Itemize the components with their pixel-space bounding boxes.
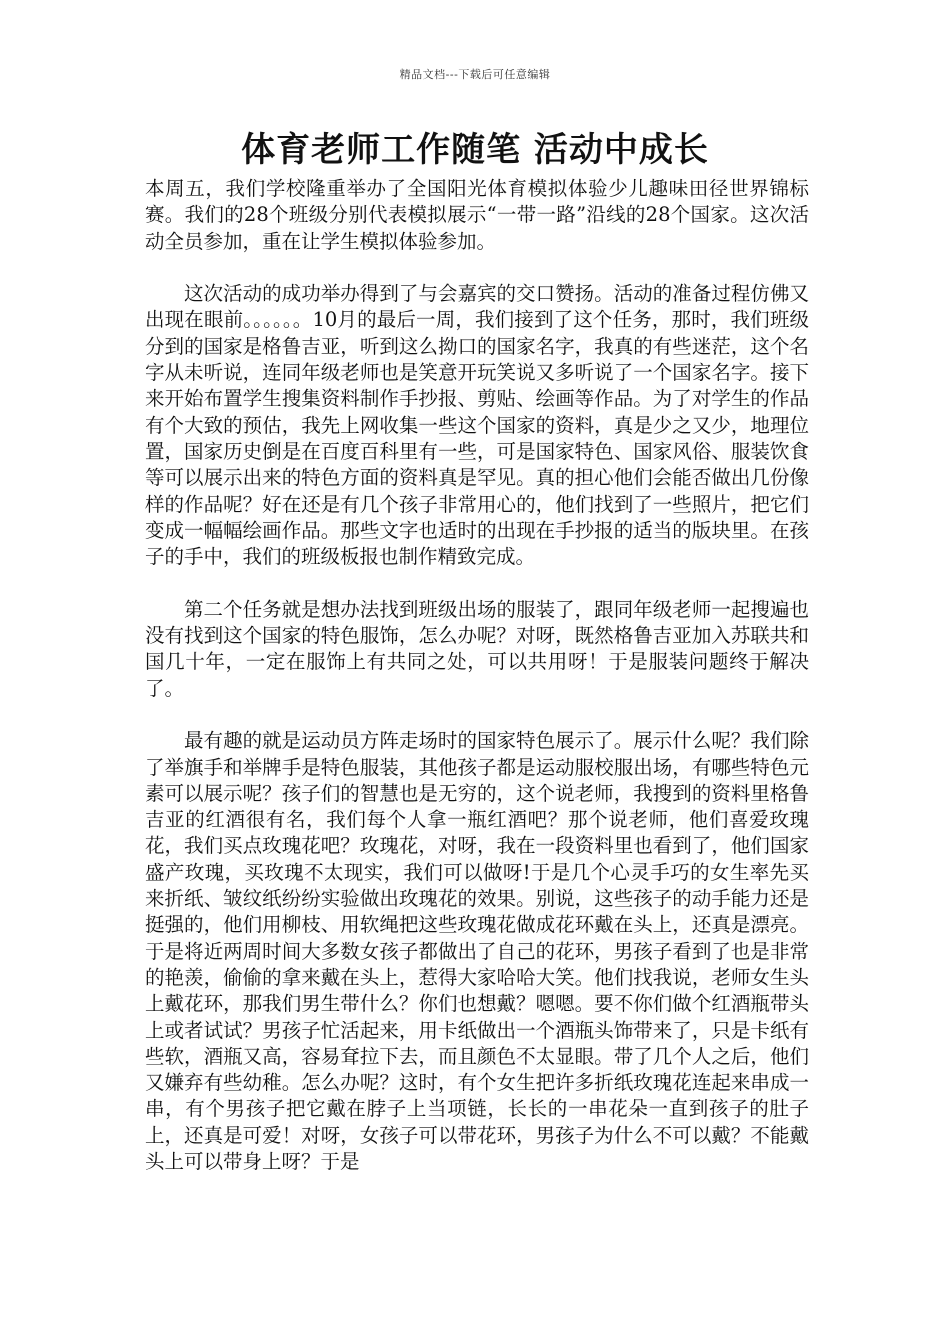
header-note: 精品文档---下载后可任意编辑	[399, 68, 551, 81]
paragraph-costume: 第二个任务就是想办法找到班级出场的服装了，跟同年级老师一起搜遍也没有找到这个国家的特色服饰，怎么办呢？对呀，既然格鲁吉亚加入苏联共和国几十年，一定在服饰上有共同之处，可以共用呀！于是服装问题终于解决了。	[145, 597, 809, 700]
paragraph-intro: 本周五，我们学校隆重举办了全国阳光体育模拟体验少儿趣味田径世界锦标赛。我们的28个班级分别代表模拟展示“一带一路”沿线的28个国家。这次活动全员参加，重在让学生模拟体验参加。	[145, 177, 809, 253]
paragraph-preparation: 这次活动的成功举办得到了与会嘉宾的交口赞扬。活动的准备过程仿佛又出现在眼前。。。。。。10月的最后一周，我们接到了这个任务，那时，我们班级分到的国家是格鲁吉亚，听到这么拗口的国家名字，我真的有些迷茫，这个名字从未听说，连同年级老师也是笑意开玩笑说又多听说了一个国家名字。接下来开始布置学生搜集资料制作手抄报、剪贴、绘画等作品。为了对学生的作品有个大致的预估，我先上网收集一些这个国家的资料，真是少之又少，地理位置，国家历史倒是在百度百科里有一些，可是国家特色、国家风俗、服装饮食等可以展示出来的特色方面的资料真是罕见。真的担心他们会能否做出几份像样的作品呢？好在还是有几个孩子非常用心的，他们找到了一些照片，把它们变成一幅幅绘画作品。那些文字也适时的出现在手抄报的适当的版块里。在孩子的手中，我们的班级板报也制作精致完成。	[145, 282, 809, 569]
document-title: 体育老师工作随笔 活动中成长	[241, 130, 709, 170]
document-body	[145, 176, 809, 1175]
paragraph-showcase: 最有趣的就是运动员方阵走场时的国家特色展示了。展示什么呢？我们除了举旗手和举牌手是特色服装，其他孩子都是运动服校服出场，有哪些特色元素可以展示呢？孩子们的智慧也是无穷的，这个说老师，我搜到的资料里格鲁吉亚的红酒很有名，我们每个人拿一瓶红酒吧？那个说老师，他们喜爱玫瑰花，我们买点玫瑰花吧？玫瑰花，对呀，我在一段资料里也看到了，他们国家盛产玫瑰，买玫瑰不太现实，我们可以做呀!于是几个心灵手巧的女生率先买来折纸、皱纹纸纷纷实验做出玫瑰花的效果。别说，这些孩子的动手能力还是挺强的，他们用柳枝、用软绳把这些玫瑰花做成花环戴在头上，还真是漂亮。于是将近两周时间大多数女孩子都做出了自己的花环，男孩子看到了也是非常的艳羡，偷偷的拿来戴在头上，惹得大家哈哈大笑。他们找我说，老师女生头上戴花环，那我们男生带什么？你们也想戴？嗯嗯。要不你们做个红酒瓶带头上或者试试？男孩子忙活起来，用卡纸做出一个酒瓶头饰带来了，只是卡纸有些软，酒瓶又高，容易耷拉下去，而且颜色不太显眼。带了几个人之后，他们又嫌弃有些幼稚。怎么办呢？这时，有个女生把许多折纸玫瑰花连起来串成一串，有个男孩子把它戴在脖子上当项链，长长的一串花朵一直到孩子的肚子上，还真是可爱！对呀，女孩子可以带花环，男孩子为什么不可以戴？不能戴头上可以带身上呀？于是	[145, 729, 809, 1173]
